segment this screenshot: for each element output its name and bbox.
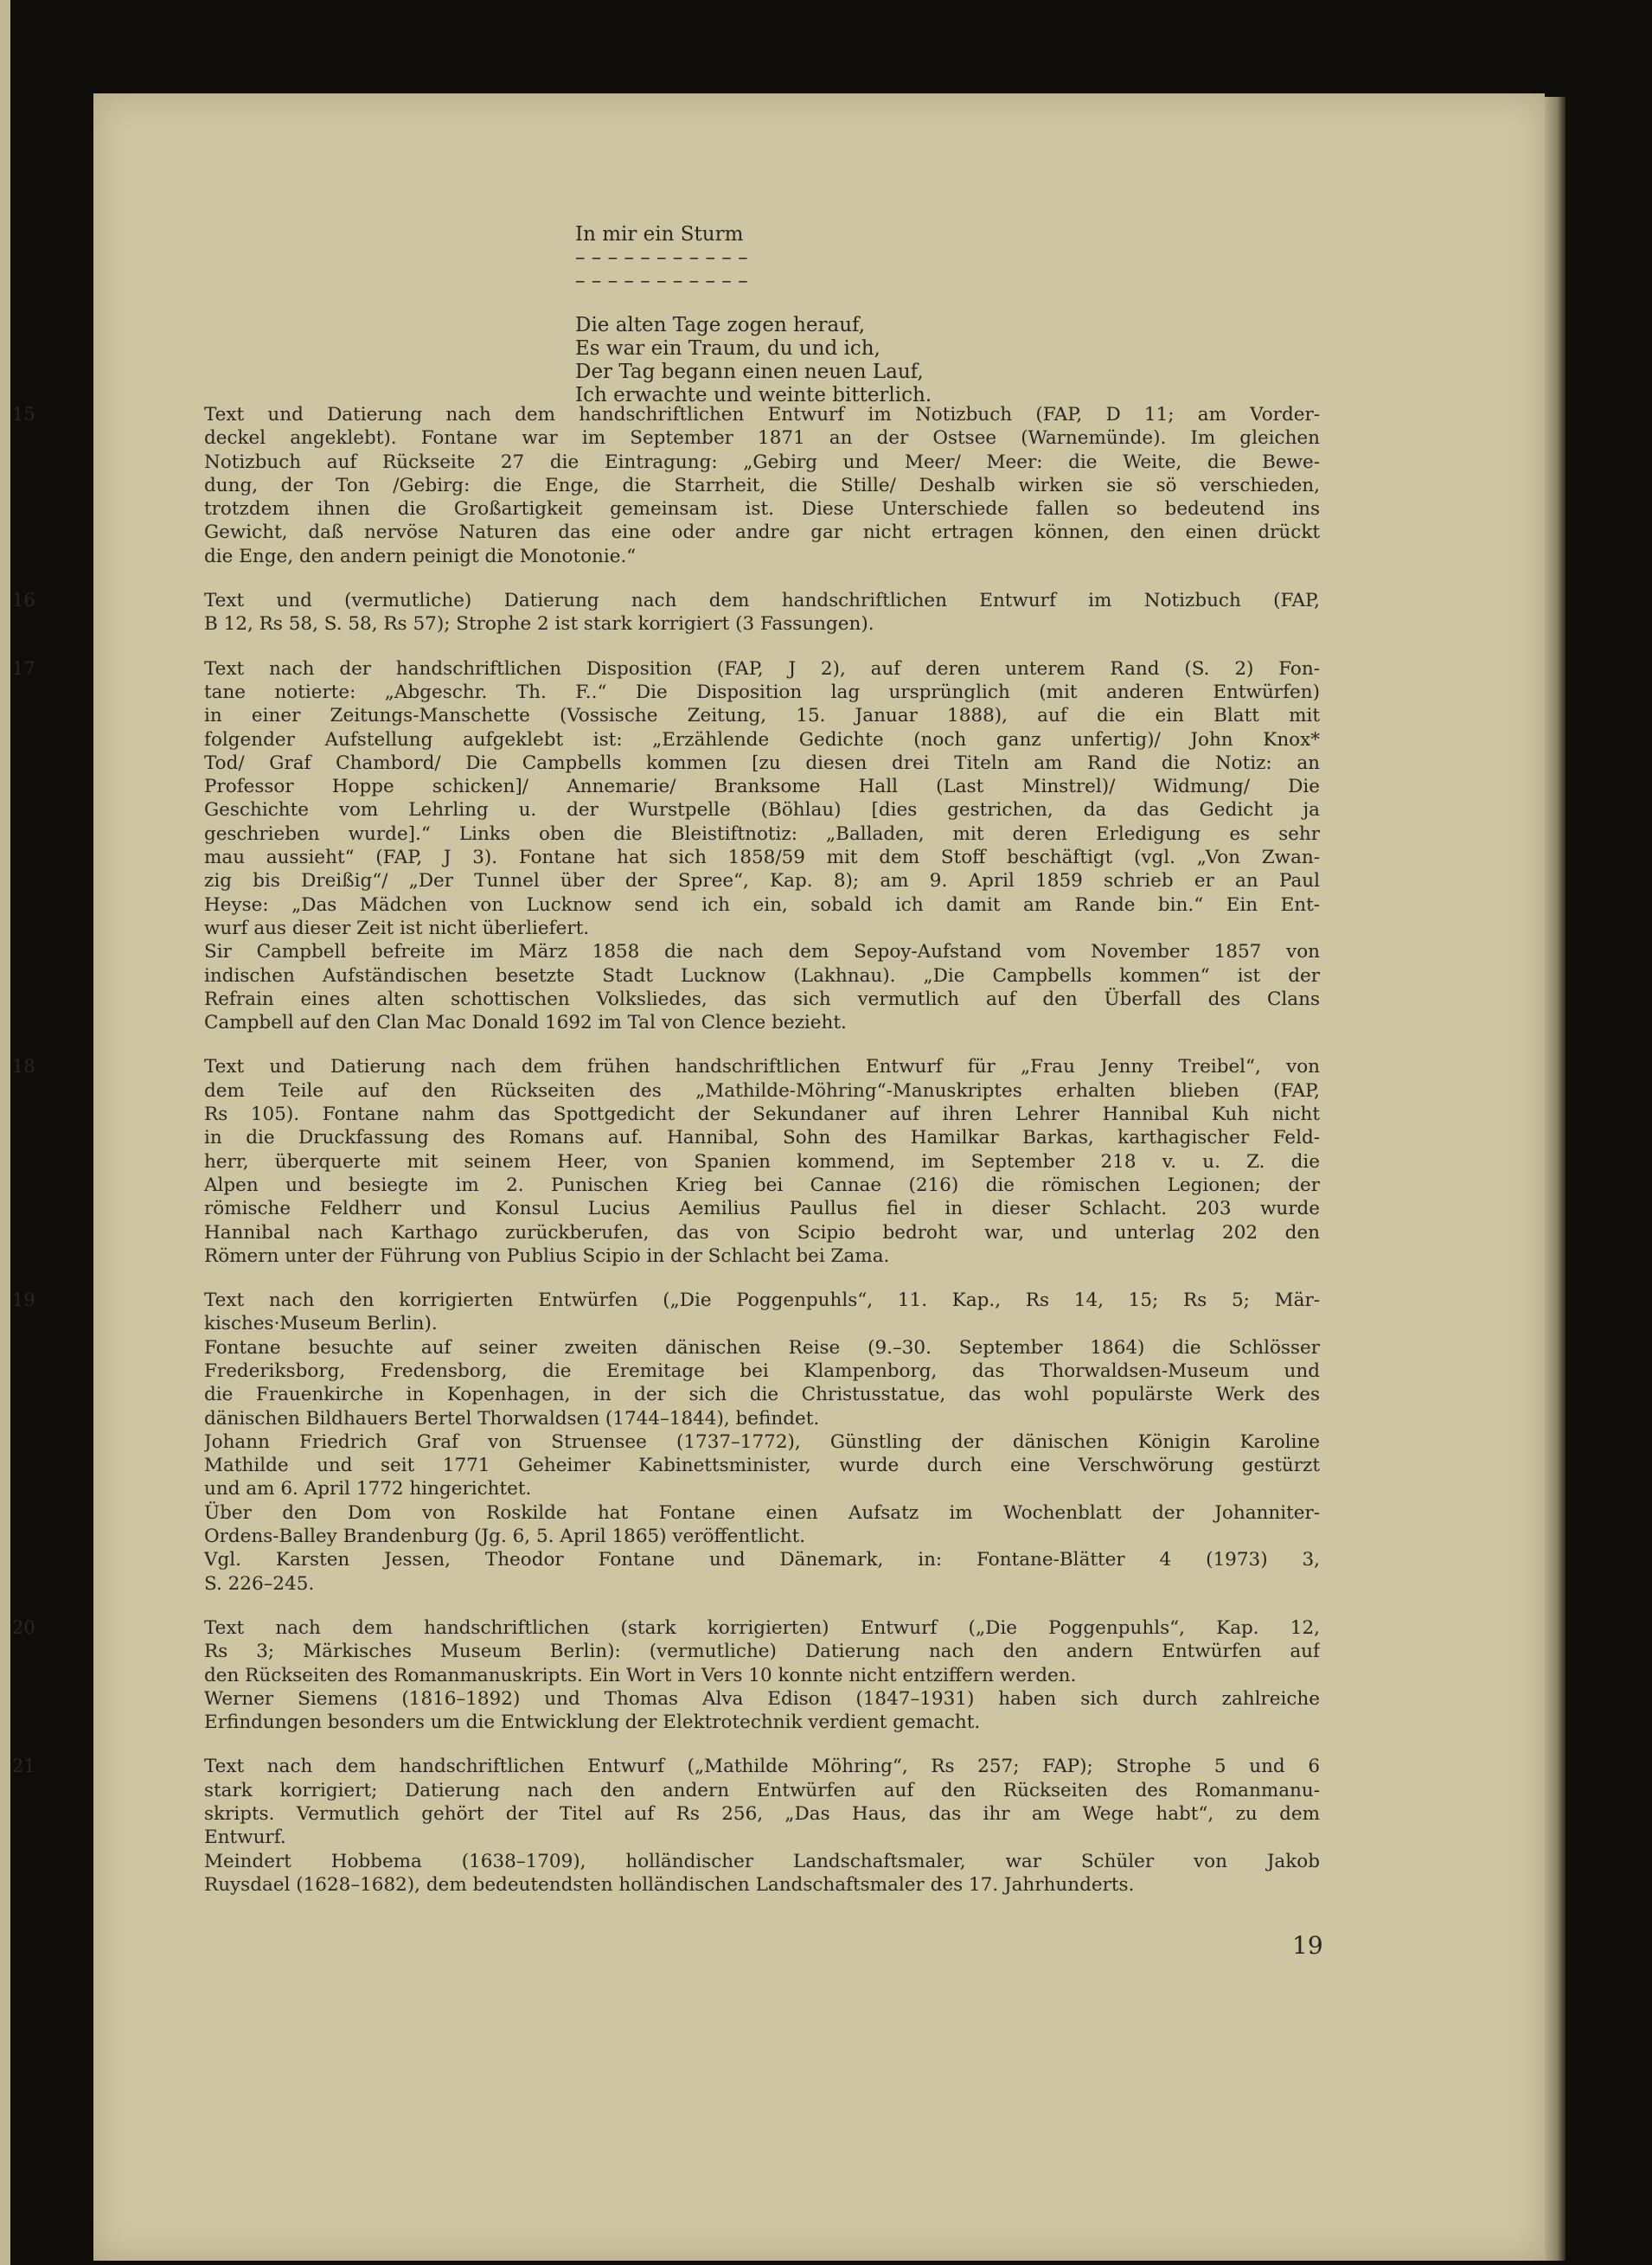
note-text-line: folgender Aufstellung aufgeklebt ist: „Erzählende Gedichte (noch ganz unfertig)/ John Knox* — [204, 728, 1320, 751]
note-text-line: dem Teile auf den Rückseiten des „Mathilde-Möhring“-Manuskriptes erhalten blieben (FAP, — [204, 1079, 1320, 1102]
note-text-line: Refrain eines alten schottischen Volksliedes, das sich vermutlich auf den Überfall des Clans — [204, 988, 1320, 1010]
note-text-line: zig bis Dreißig“/ „Der Tunnel über der Spree“, Kap. 8); am 9. April 1859 schrieb er an Paul — [204, 870, 1320, 893]
note-text-line: den Rückseiten des Romanmanuskripts. Ein Wort in Vers 10 konnte nicht entziffern werden. — [204, 1664, 1077, 1686]
note-text-line: Alpen und besiegte im 2. Punischen Krieg bei Cannae (216) die römischen Legionen; der — [204, 1174, 1320, 1196]
poem-line: In mir ein Sturm — [575, 223, 744, 246]
note-text-line: Campbell auf den Clan Mac Donald 1692 im Tal von Clence bezieht. — [204, 1012, 847, 1034]
poem-line: Ich erwachte und weinte bitterlich. — [575, 384, 932, 406]
poem-line: Es war ein Traum, du und ich, — [575, 337, 880, 360]
note-entry — [12, 1055, 1320, 1268]
note-text-line: kisches·Museum Berlin). — [204, 1313, 438, 1335]
note-text-line: Sir Campbell befreite im März 1858 die nach dem Sepoy-Aufstand vom November 1857 von — [204, 941, 1320, 963]
note-text-line: skripts. Vermutlich gehört der Titel auf Rs 256, „Das Haus, das ihr am Wege habt“, zu dem — [204, 1803, 1320, 1826]
note-text-line: Rs 105). Fontane nahm das Spottgedicht der Sekundaner auf ihren Lehrer Hannibal Kuh nicht — [204, 1104, 1320, 1126]
note-entry — [12, 1289, 1320, 1596]
note-text-line: mau aussieht“ (FAP, J 3). Fontane hat sich 1858/59 mit dem Stoff beschäftigt (vgl. „Von Zwan- — [204, 847, 1320, 869]
note-text-line: die Frauenkirche in Kopenhagen, in der sich die Christusstatue, das wohl populärste Werk des — [204, 1384, 1320, 1406]
note-text-line: in einer Zeitungs-Manschette (Vossische Zeitung, 15. Januar 1888), auf die ein Blatt mit — [204, 705, 1320, 727]
note-number: 18 — [12, 1056, 35, 1078]
note-text-line: die Enge, den andern peinigt die Monotonie.“ — [204, 545, 637, 567]
note-text-line: tane notierte: „Abgeschr. Th. F..“ Die Disposition lag ursprünglich (mit anderen Entwürfen) — [204, 681, 1320, 703]
poem-stanza-gap — [575, 293, 932, 314]
note-text-line: Fontane besuchte auf seiner zweiten dänischen Reise (9.–30. September 1864) die Schlösser — [204, 1336, 1320, 1359]
note-text-line: Frederiksborg, Fredensborg, die Eremitage bei Klampenborg, das Thorwaldsen-Museum und — [204, 1360, 1320, 1382]
poem-omission-dashes: – – – – – – – – – – – — [575, 270, 748, 292]
note-text-line: Tod/ Graf Chambord/ Die Campbells kommen [zu diesen drei Titeln am Rand die Notiz: an — [204, 752, 1320, 774]
note-text-line: Professor Hoppe schicken]/ Annemarie/ Branksome Hall (Last Minstrel)/ Widmung/ Die — [204, 776, 1320, 798]
note-text-line: Mathilde und seit 1771 Geheimer Kabinettsminister, wurde durch eine Verschwörung gestürzt — [204, 1455, 1320, 1477]
poem-block — [575, 223, 932, 407]
note-text-line: Notizbuch auf Rückseite 27 die Eintragung: „Gebirg und Meer/ Meer: die Weite, die Bewe- — [204, 451, 1320, 473]
previous-page-edge — [0, 0, 10, 2265]
note-entry — [12, 1616, 1320, 1734]
note-text-line: stark korrigiert; Datierung nach den andern Entwürfen auf den Rückseiten des Romanmanu- — [204, 1779, 1320, 1801]
note-text-line: S. 226–245. — [204, 1572, 315, 1595]
note-entry — [12, 1755, 1320, 1897]
note-text-line: geschrieben wurde].“ Links oben die Bleistiftnotiz: „Balladen, mit deren Erledigung es sehr — [204, 822, 1320, 845]
note-text-line: Text und Datierung nach dem handschriftlichen Entwurf im Notizbuch (FAP, D 11; am Vorder- — [204, 404, 1320, 425]
poem-line: Die alten Tage zogen herauf, — [575, 314, 866, 336]
note-text-line: Über den Dom von Roskilde hat Fontane einen Aufsatz im Wochenblatt der Johanniter- — [204, 1501, 1320, 1524]
note-text-line: Entwurf. — [204, 1827, 286, 1849]
note-text-line: dänischen Bildhauers Bertel Thorwaldsen (1744–1844), befindet. — [204, 1407, 820, 1430]
note-text-line: herr, überquerte mit seinem Heer, von Spanien kommend, im September 218 v. u. Z. die — [204, 1150, 1320, 1173]
note-text-line: Text und Datierung nach dem frühen handschriftlichen Entwurf für „Frau Jenny Treibel“, von — [204, 1056, 1320, 1078]
note-text-line: Gewicht, daß nervöse Naturen das eine oder andre gar nicht ertragen können, den einen drückt — [204, 521, 1320, 544]
note-text-line: indischen Aufständischen besetzte Stadt Lucknow (Lakhnau). „Die Campbells kommen“ ist der — [204, 964, 1320, 987]
page-number: 19 — [1292, 1931, 1323, 1960]
note-text-line: Text und (vermutliche) Datierung nach dem handschriftlichen Entwurf im Notizbuch (FAP, — [204, 590, 1320, 612]
note-number: 15 — [12, 404, 35, 425]
note-number: 20 — [12, 1616, 35, 1638]
poem-omission-dashes: – – – – – – – – – – – — [575, 246, 748, 269]
note-text-line: Ruysdael (1628–1682), dem bedeutendsten holländischen Landschaftsmaler des 17. Jahrhunderts. — [204, 1873, 1135, 1896]
note-entry — [12, 403, 1320, 568]
note-text-line: Meindert Hobbema (1638–1709), holländischer Landschaftsmaler, war Schüler von Jakob — [204, 1850, 1320, 1872]
note-text-line: wurf aus dieser Zeit ist nicht überliefert. — [204, 917, 590, 939]
note-text-line: dung, der Ton /Gebirg: die Enge, die Starrheit, die Stille/ Deshalb wirken sie sö verschieden, — [204, 474, 1320, 496]
note-text-line: Ordens-Balley Brandenburg (Jg. 6, 5. April 1865) veröffentlicht. — [204, 1526, 806, 1548]
poem-line: Der Tag begann einen neuen Lauf, — [575, 361, 924, 383]
note-text-line: Text nach dem handschriftlichen Entwurf („Mathilde Möhring“, Rs 257; FAP); Strophe 5 und 6 — [204, 1756, 1320, 1778]
note-text-line: Vgl. Karsten Jessen, Theodor Fontane und Dänemark, in: Fontane-Blätter 4 (1973) 3, — [204, 1549, 1320, 1571]
note-text-line: Johann Friedrich Graf von Struensee (1737–1772), Günstling der dänischen Königin Karoline — [204, 1430, 1320, 1453]
note-entry — [12, 589, 1320, 637]
note-text-line: trotzdem ihnen die Großartigkeit gemeinsam ist. Diese Unterschiede fallen so bedeutend ins — [204, 498, 1320, 521]
note-text-line: Erfindungen besonders um die Entwicklung der Elektrotechnik verdient gemacht. — [204, 1712, 981, 1734]
note-text-line: Geschichte vom Lehrling u. der Wurstpelle (Böhlau) [dies gestrichen, da das Gedicht ja — [204, 799, 1320, 822]
note-text-line: Werner Siemens (1816–1892) und Thomas Alva Edison (1847–1931) haben sich durch zahlreiche — [204, 1687, 1320, 1710]
note-entry — [12, 657, 1320, 1035]
note-text-line: Rs 3; Märkisches Museum Berlin): (vermutliche) Datierung nach den andern Entwürfen auf — [204, 1641, 1320, 1663]
notes-list — [12, 403, 1320, 1917]
note-text-line: und am 6. April 1772 hingerichtet. — [204, 1478, 532, 1500]
note-number: 17 — [12, 657, 35, 679]
note-text-line: Text nach dem handschriftlichen (stark korrigierten) Entwurf („Die Poggenpuhls“, Kap. 12, — [204, 1616, 1320, 1639]
note-number: 16 — [12, 590, 35, 611]
note-text-line: B 12, Rs 58, S. 58, Rs 57); Strophe 2 ist stark korrigiert (3 Fassungen). — [204, 613, 874, 636]
note-text-line: Heyse: „Das Mädchen von Lucknow send ich ein, sobald ich damit am Rande bin.“ Ein Ent- — [204, 893, 1320, 916]
note-text-line: deckel angeklebt). Fontane war im September 1871 an der Ostsee (Warnemünde). Im gleichen — [204, 427, 1320, 450]
note-text-line: Text nach den korrigierten Entwürfen („Die Poggenpuhls“, 11. Kap., Rs 14, 15; Rs 5; Mär- — [204, 1289, 1320, 1312]
note-text-line: Text nach der handschriftlichen Disposition (FAP, J 2), auf deren unterem Rand (S. 2) Fon- — [204, 657, 1320, 680]
page-edge-shadow — [1545, 97, 1566, 2261]
note-text-line: Römern unter der Führung von Publius Scipio in der Schlacht bei Zama. — [204, 1244, 890, 1267]
note-number: 21 — [12, 1756, 35, 1777]
note-number: 19 — [12, 1289, 35, 1311]
note-text-line: in die Druckfassung des Romans auf. Hannibal, Sohn des Hamilkar Barkas, karthagischer Feld- — [204, 1127, 1320, 1149]
note-text-line: Hannibal nach Karthago zurückberufen, das von Scipio bedroht war, und unterlag 202 den — [204, 1221, 1320, 1244]
note-text-line: römische Feldherr und Konsul Lucius Aemilius Paullus fiel in dieser Schlacht. 203 wurde — [204, 1198, 1320, 1220]
